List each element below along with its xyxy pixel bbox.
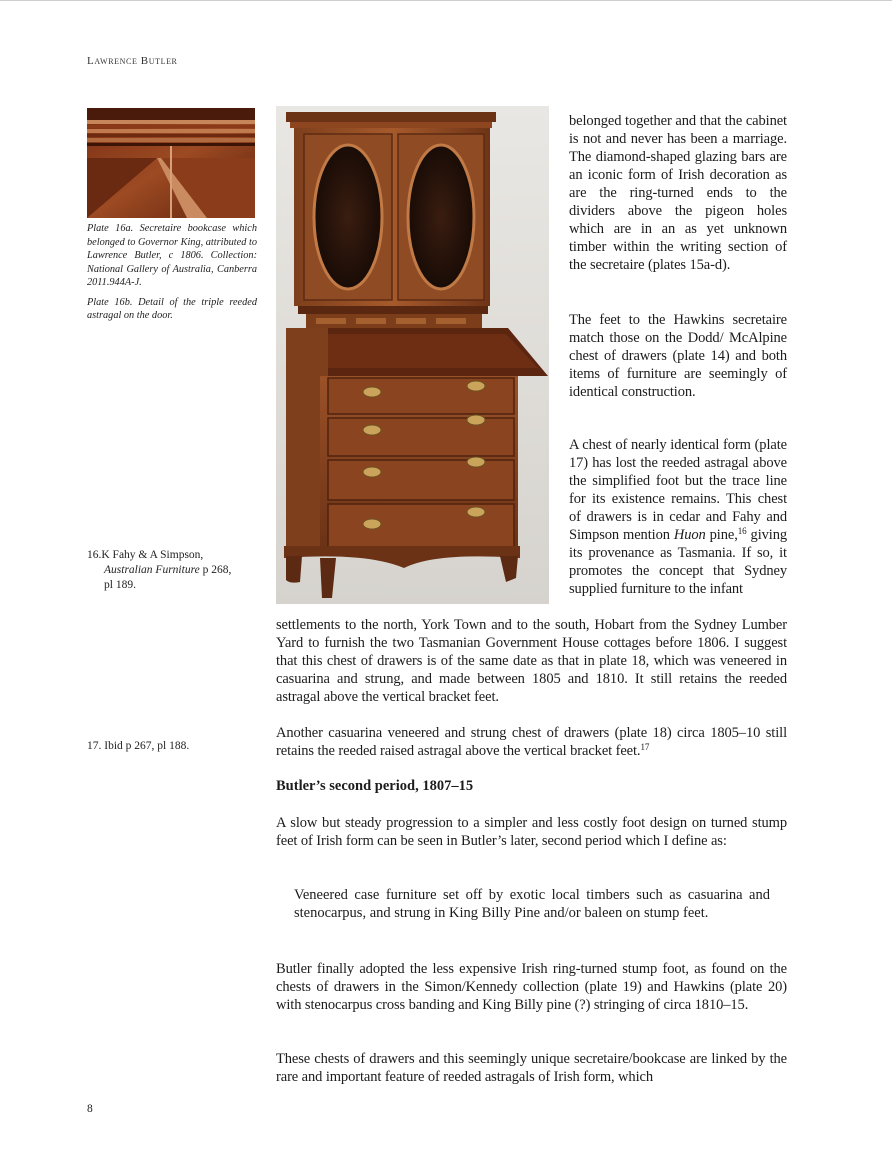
- paragraph-text: Butler finally adopted the less expensive Irish ring-turned stump foot, as found on the chests of drawers in the Simon/Kennedy collection (plate 19) and Hawkins (plate 20) with stenocarpus cross banding and King Billy pine (?) stringing of circa 1810–15.: [276, 961, 787, 1013]
- caption-plate-16a: Plate 16a. Secretaire bookcase which belonged to Governor King, attributed to Lawrence Butler, c 1806. Collection: National Gallery of Australia, Canberra 2011.944A-J.: [87, 223, 257, 288]
- plate-captions: [87, 222, 257, 329]
- footnote-number: 16.: [87, 549, 102, 561]
- paragraph-6: [276, 960, 787, 1014]
- column-paragraph-2: [569, 311, 787, 401]
- plate-16a-secretaire-bookcase-photo: [276, 106, 549, 604]
- footnote-ref-17: 17: [640, 742, 650, 752]
- paragraph-text: A slow but steady progression to a simpler and less costly foot design on turned stump feet of Irish form can be seen in Butler’s later, second period which I define as:: [276, 815, 787, 849]
- page-number: 8: [87, 1103, 93, 1115]
- paragraph-5: [276, 814, 787, 850]
- paragraph-text: settlements to the north, York Town and to the south, Hobart from the Sydney Lumber Yard to furnish the two Tasmanian Government House cottages before 1806. I suggest that this chest of drawers is of the same date as that in plate 18, which was veneered in casuarina and strung, and made between 1805 and 1810. It still retains the reeded astragal above the vertical bracket feet.: [276, 617, 787, 705]
- plate-16b-detail-photo: [87, 108, 255, 218]
- section-heading: Butler’s second period, 1807–15: [276, 778, 474, 794]
- paragraph-text: belonged together and that the cabinet is not and never has been a marriage. The diamond-shaped glazing bars are an iconic form of Irish decoration as are the ring-turned ends to the dividers above the pigeon holes which are in an as yet unknown timber within the writing section of the secretaire (plates 15a-d).: [569, 113, 787, 273]
- caption-plate-16b: Plate 16b. Detail of the triple reeded astragal on the door.: [87, 296, 257, 321]
- footnote-title: Australian Furniture: [104, 564, 200, 576]
- italic-term: Huon: [673, 527, 706, 543]
- footnote-text: p 268,: [199, 564, 232, 576]
- paragraph-text: pine,: [705, 527, 738, 543]
- footnote-ref-16: 16: [737, 526, 747, 536]
- paragraph-text: The feet to the Hawkins secretaire match those on the Dodd/ McAlpine chest of drawers (plate 14) and both items of furniture are seemingly of identical construction.: [569, 312, 787, 400]
- footnote-text: K Fahy & A Simpson,: [101, 549, 204, 561]
- footnote-16: [87, 548, 267, 593]
- quote-text: Veneered case furniture set off by exotic local timbers such as casuarina and stenocarpus, and strung in King Billy Pine and/or baleen on stump feet.: [294, 887, 770, 921]
- column-paragraph-1: [569, 112, 787, 274]
- paragraph-7: [276, 1050, 787, 1086]
- paragraph-text: giving its provenance as Tasmania. If so, it promotes the concept that Sydney supplied furniture to the infant: [569, 527, 787, 597]
- footnote-17: 17. Ibid p 267, pl 188.: [87, 740, 190, 752]
- running-head: Lawrence Butler: [87, 55, 178, 67]
- column-paragraph-3: [569, 436, 787, 598]
- paragraph-text: Another casuarina veneered and strung chest of drawers (plate 18) circa 1805–10 still retains the reeded raised astragal above the vertical bracket feet.: [276, 725, 787, 759]
- paragraph-4: [276, 724, 787, 760]
- definition-quote: [294, 886, 770, 922]
- paragraph-text: A chest of nearly identical form (plate 17) has lost the reeded astragal above the simplified foot but the trace line for its existence remains. This chest of drawers is in cedar and Fahy and Simpson mention: [569, 437, 787, 543]
- footnote-line: pl 189.: [104, 579, 136, 591]
- paragraph-3-continuation: [276, 616, 787, 706]
- top-rule: [0, 0, 892, 1]
- paragraph-text: These chests of drawers and this seemingly unique secretaire/bookcase are linked by the rare and important feature of reeded astragals of Irish form, which: [276, 1051, 787, 1085]
- footnote-line: [87, 563, 267, 578]
